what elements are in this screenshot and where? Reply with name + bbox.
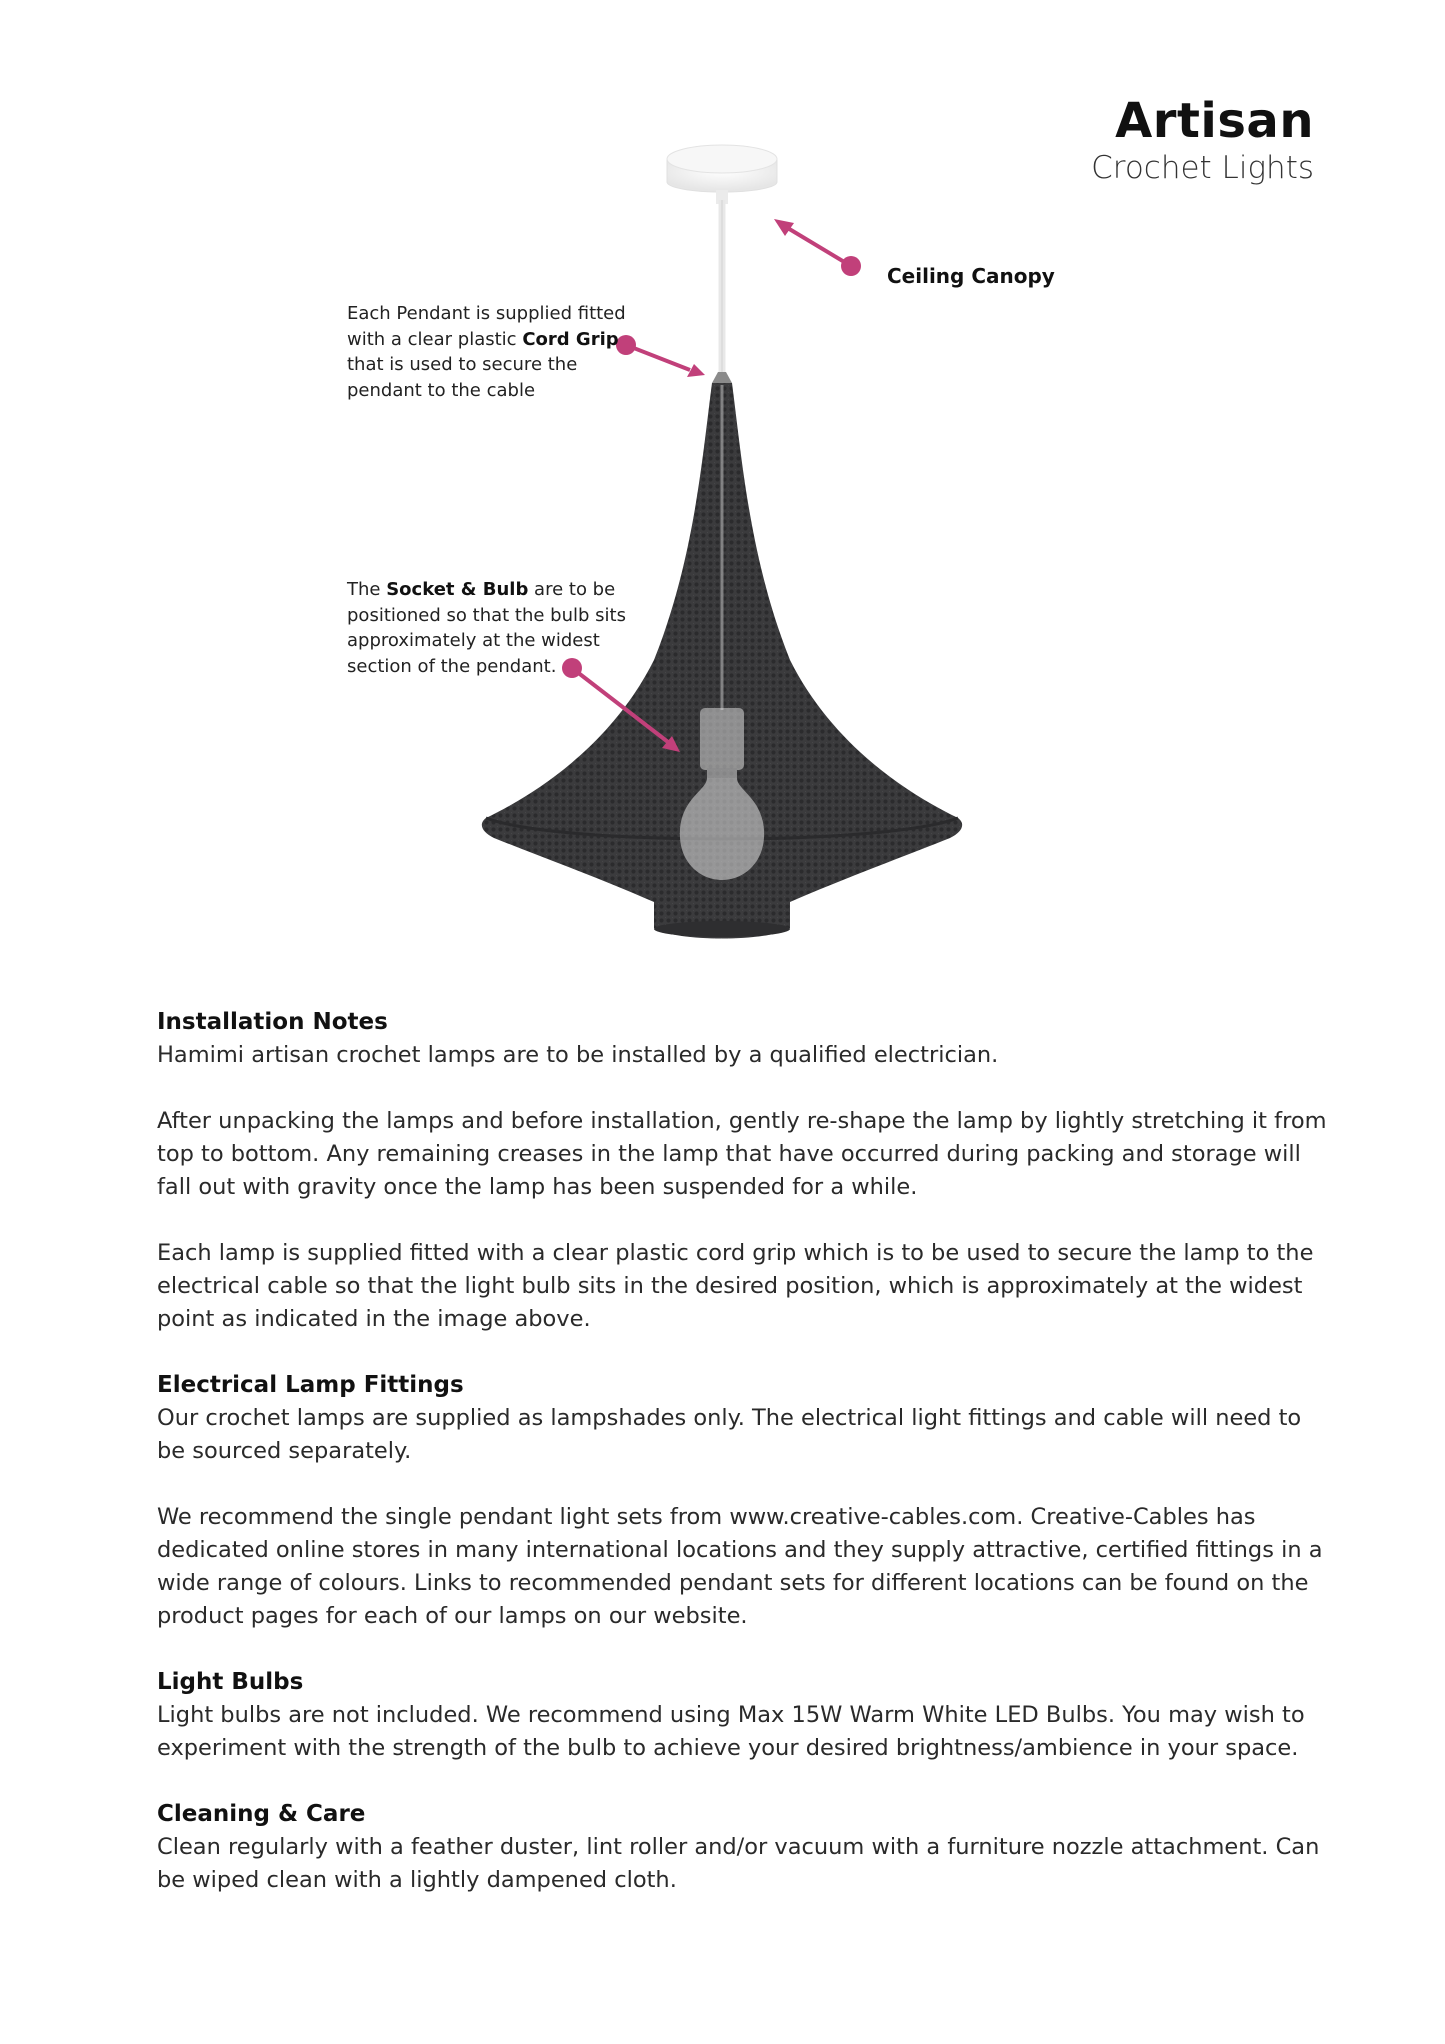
brand-subtitle: Crochet Lights [1091, 150, 1314, 187]
paragraph: Hamimi artisan crochet lamps are to be installed by a qualified electrician. [157, 1042, 999, 1068]
ceiling-canopy-label: Ceiling Canopy [887, 264, 1055, 288]
section-electrical-lamp-fittings [157, 1369, 1327, 1633]
section-title: Electrical Lamp Fittings [157, 1372, 464, 1398]
cord-grip-text-pre: Each Pendant is supplied fitted with a clear plastic [347, 303, 626, 350]
paragraph: We recommend the single pendant light sets from www.creative-cables.com. Creative-Cables has dedicated online stores in many international locations and they supply attractive, certified fittings in a wide range of colours. Links to recommended pendant sets for different locations can be found on the product pages for each of our lamps on our website. [157, 1504, 1323, 1629]
brand-title: Artisan [1115, 93, 1314, 149]
section-title: Light Bulbs [157, 1669, 304, 1695]
section-installation-notes [157, 1006, 1327, 1336]
pendant-lamp-diagram [0, 0, 1445, 980]
paragraph: Light bulbs are not included. We recommend using Max 15W Warm White LED Bulbs. You may wish to experiment with the strength of the bulb to achieve your desired brightness/ambience in your space. [157, 1702, 1305, 1761]
section-title: Cleaning & Care [157, 1801, 366, 1827]
cord-grip-text-post: that is used to secure the pendant to the cable [347, 354, 578, 401]
section-cleaning-care [157, 1798, 1327, 1897]
paragraph: Clean regularly with a feather duster, lint roller and/or vacuum with a furniture nozzle attachment. Can be wiped clean with a lightly dampened cloth. [157, 1834, 1320, 1893]
ceiling-canopy [667, 145, 777, 204]
socket-bulb-callout [347, 577, 647, 679]
cord-grip-callout [347, 301, 647, 403]
socket-text-post: are to be positioned so that the bulb sits approximately at the widest section of the pendant. [347, 579, 626, 677]
cord-grip-text-bold: Cord Grip [522, 328, 619, 350]
paragraph: Our crochet lamps are supplied as lampshades only. The electrical light fittings and cable will need to be sourced separately. [157, 1405, 1302, 1464]
document-body [157, 1006, 1327, 1930]
socket-text-bold: Socket & Bulb [386, 579, 529, 600]
canopy-arrow [774, 219, 861, 276]
paragraph: Each lamp is supplied fitted with a clear plastic cord grip which is to be used to secure the lamp to the electrical cable so that the light bulb sits in the desired position, which is approximately at the widest point as indicated in the image above. [157, 1240, 1314, 1332]
paragraph: After unpacking the lamps and before installation, gently re-shape the lamp by lightly stretching it from top to bottom. Any remaining creases in the lamp that have occurred during packing and storage will fall out with gravity once the lamp has been suspended for a while. [157, 1108, 1327, 1200]
section-title: Installation Notes [157, 1009, 388, 1035]
section-light-bulbs [157, 1666, 1327, 1765]
socket-text-pre: The [347, 579, 387, 600]
